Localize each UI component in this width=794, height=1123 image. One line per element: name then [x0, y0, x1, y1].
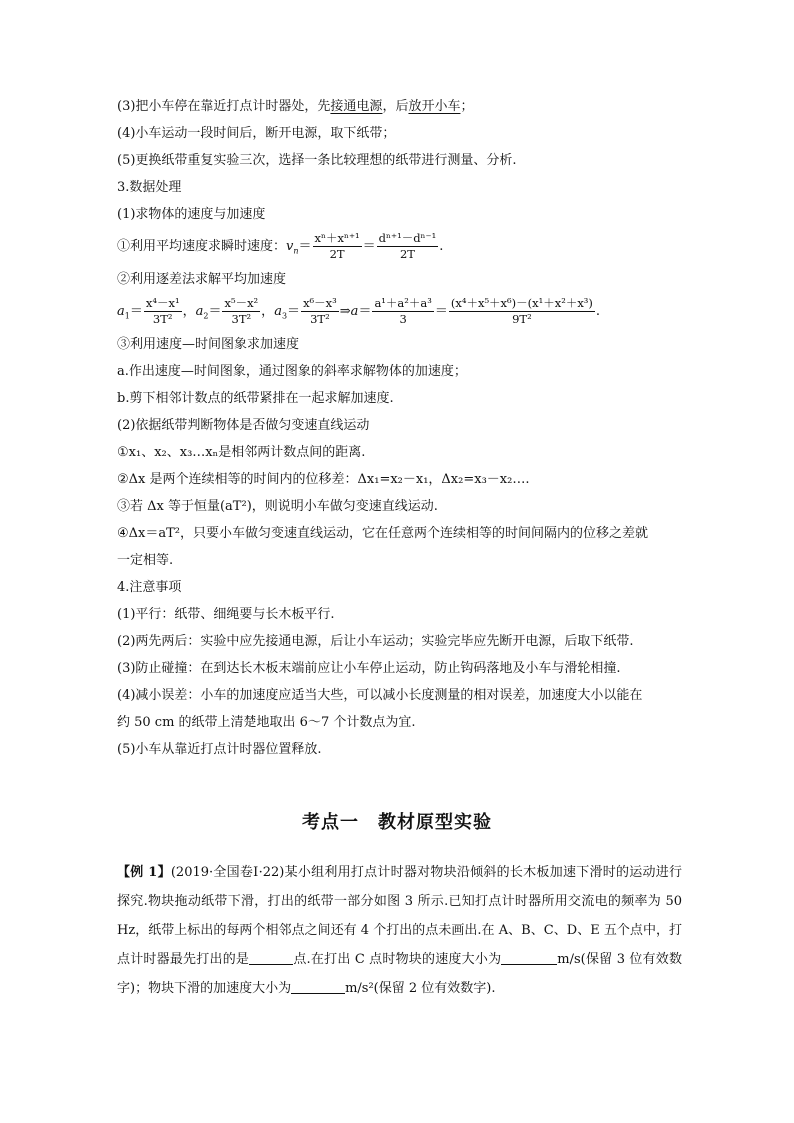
sub-successive-difference: ②利用逐差法求解平均加速度 [117, 272, 287, 287]
example-tag: 【例 1】 [117, 865, 171, 880]
answer-blank-acceleration[interactable] [291, 979, 345, 994]
answer-blank-velocity[interactable] [501, 950, 557, 965]
note-4-cont: 约 50 cm 的纸带上清楚地取出 6～7 个计数点为宜. [117, 715, 416, 730]
sub-velocity-acceleration: (1)求物体的速度与加速度 [117, 207, 266, 222]
item-b: b.剪下相邻计数点的纸带紧排在一起求解加速度. [117, 391, 394, 406]
section-data-processing: 3.数据处理 [117, 180, 182, 195]
fraction: $\frac{\text{(x⁴＋x⁵＋x⁶)－(x¹＋x²＋x³)}}{\text{9T²}}$ [450, 296, 593, 326]
judge-4-cont: 一定相等. [117, 553, 174, 568]
formula-instant-velocity: ①利用平均速度求瞬时速度：$v_n=$ $\frac{\text{xⁿ＋xⁿ⁺¹}}{2T}$ ＝ $\frac{\text{dⁿ⁺¹－dⁿ⁻¹}}{2T}$ . [117, 231, 444, 261]
fraction: $\frac{\text{xⁿ＋xⁿ⁺¹}}{2T}$ [314, 231, 360, 261]
note-3: (3)防止碰撞：在到达长木板末端前应让小车停止运动，防止钩码落地及小车与滑轮相撞. [117, 661, 621, 676]
sub-vt-graph: ③利用速度—时间图象求加速度 [117, 337, 300, 352]
judge-1: ①x₁、x₂、x₃…xₙ是相邻两计数点间的距离. [117, 445, 366, 460]
step-4: (4)小车运动一段时间后，断开电源，取下纸带； [117, 126, 396, 141]
judge-2: ②Δx 是两个连续相等的时间内的位移差：Δx₁=x₂－x₁，Δx₂=x₃－x₂…. [117, 472, 530, 487]
example-1: 【例 1】(2019·全国卷Ⅰ·22)某小组利用打点计时器对物块沿倾斜的长木板加速下滑时的运动进行探究.物块拖动纸带下滑，打出的纸带一部分如图 3 所示.已知打点计时器所用交流电的频率为 50 Hz，纸带上标出的每两个相邻点之间还有 4 个打出的点未画出.在 A、B、C、D、E 五个点中，打点计时器最先打出的是 点.在打出 C 点时物块的速度大小为 m/s(保留 3 位有效数字)；物块下滑的加速度大小为 m/s²(保留 2 位有效数字). [117, 865, 682, 996]
underlined-release-cart: 放开小车 [408, 99, 461, 114]
step-5: (5)更换纸带重复实验三次，选择一条比较理想的纸带进行测量、分析. [117, 153, 517, 168]
fraction: $\frac{\text{x⁵－x²}}{\text{3T²}}$ [224, 296, 259, 326]
note-5: (5)小车从靠近打点计时器位置释放. [117, 742, 322, 757]
answer-blank-first-point[interactable] [249, 950, 293, 965]
item-a: a.作出速度—时间图象，通过图象的斜率求解物体的加速度； [117, 364, 467, 379]
underlined-connect-power: 接通电源 [330, 99, 383, 114]
step-3: (3)把小车停在靠近打点计时器处，先接通电源，后放开小车； [117, 99, 474, 114]
notes-body [117, 93, 682, 763]
note-2: (2)两先两后：实验中应先接通电源，后让小车运动；实验完毕应先断开电源，后取下纸带. [117, 634, 634, 649]
judge-3: ③若 Δx 等于恒量(aT²)，则说明小车做匀变速直线运动. [117, 499, 438, 514]
note-4: (4)减小误差：小车的加速度应适当大些，可以减小长度测量的相对误差，加速度大小以能在 [117, 688, 643, 703]
fraction: $\frac{\text{x⁶－x³}}{\text{3T²}}$ [303, 296, 337, 326]
fraction: $\frac{\text{dⁿ⁺¹－dⁿ⁻¹}}{2T}$ [378, 231, 437, 261]
sub-judge-uniform: (2)依据纸带判断物体是否做匀变速直线运动 [117, 418, 370, 433]
section-heading: 考点一 教材原型实验 [302, 812, 492, 833]
judge-4: ④Δx＝aT²，只要小车做匀变速直线运动，它在任意两个连续相等的时间间隔内的位移之差就 [117, 526, 649, 541]
section-notes: 4.注意事项 [117, 580, 182, 595]
note-1: (1)平行：纸带、细绳要与长木板平行. [117, 607, 335, 622]
formula-successive-difference: $a_1=$ $\frac{\text{x⁴－x¹}}{\text{3T²}}$ ，$a_2=$ $\frac{\text{x⁵－x²}}{\text{3T²}}$ ，$a_3=$ $\frac{\text{x⁶－x³}}{\text{3T²}}$ ⇒a＝ $\frac{\text{a¹＋a²＋a³}}{3}$ ＝ $\frac{\text{(x⁴＋x⁵＋x⁶)－(x¹＋x²＋x³)}}{\text{9T²}}$ . [117, 296, 601, 326]
fraction: $\frac{\text{a¹＋a²＋a³}}{3}$ [374, 296, 432, 326]
fraction: $\frac{\text{x⁴－x¹}}{\text{3T²}}$ [145, 296, 180, 326]
